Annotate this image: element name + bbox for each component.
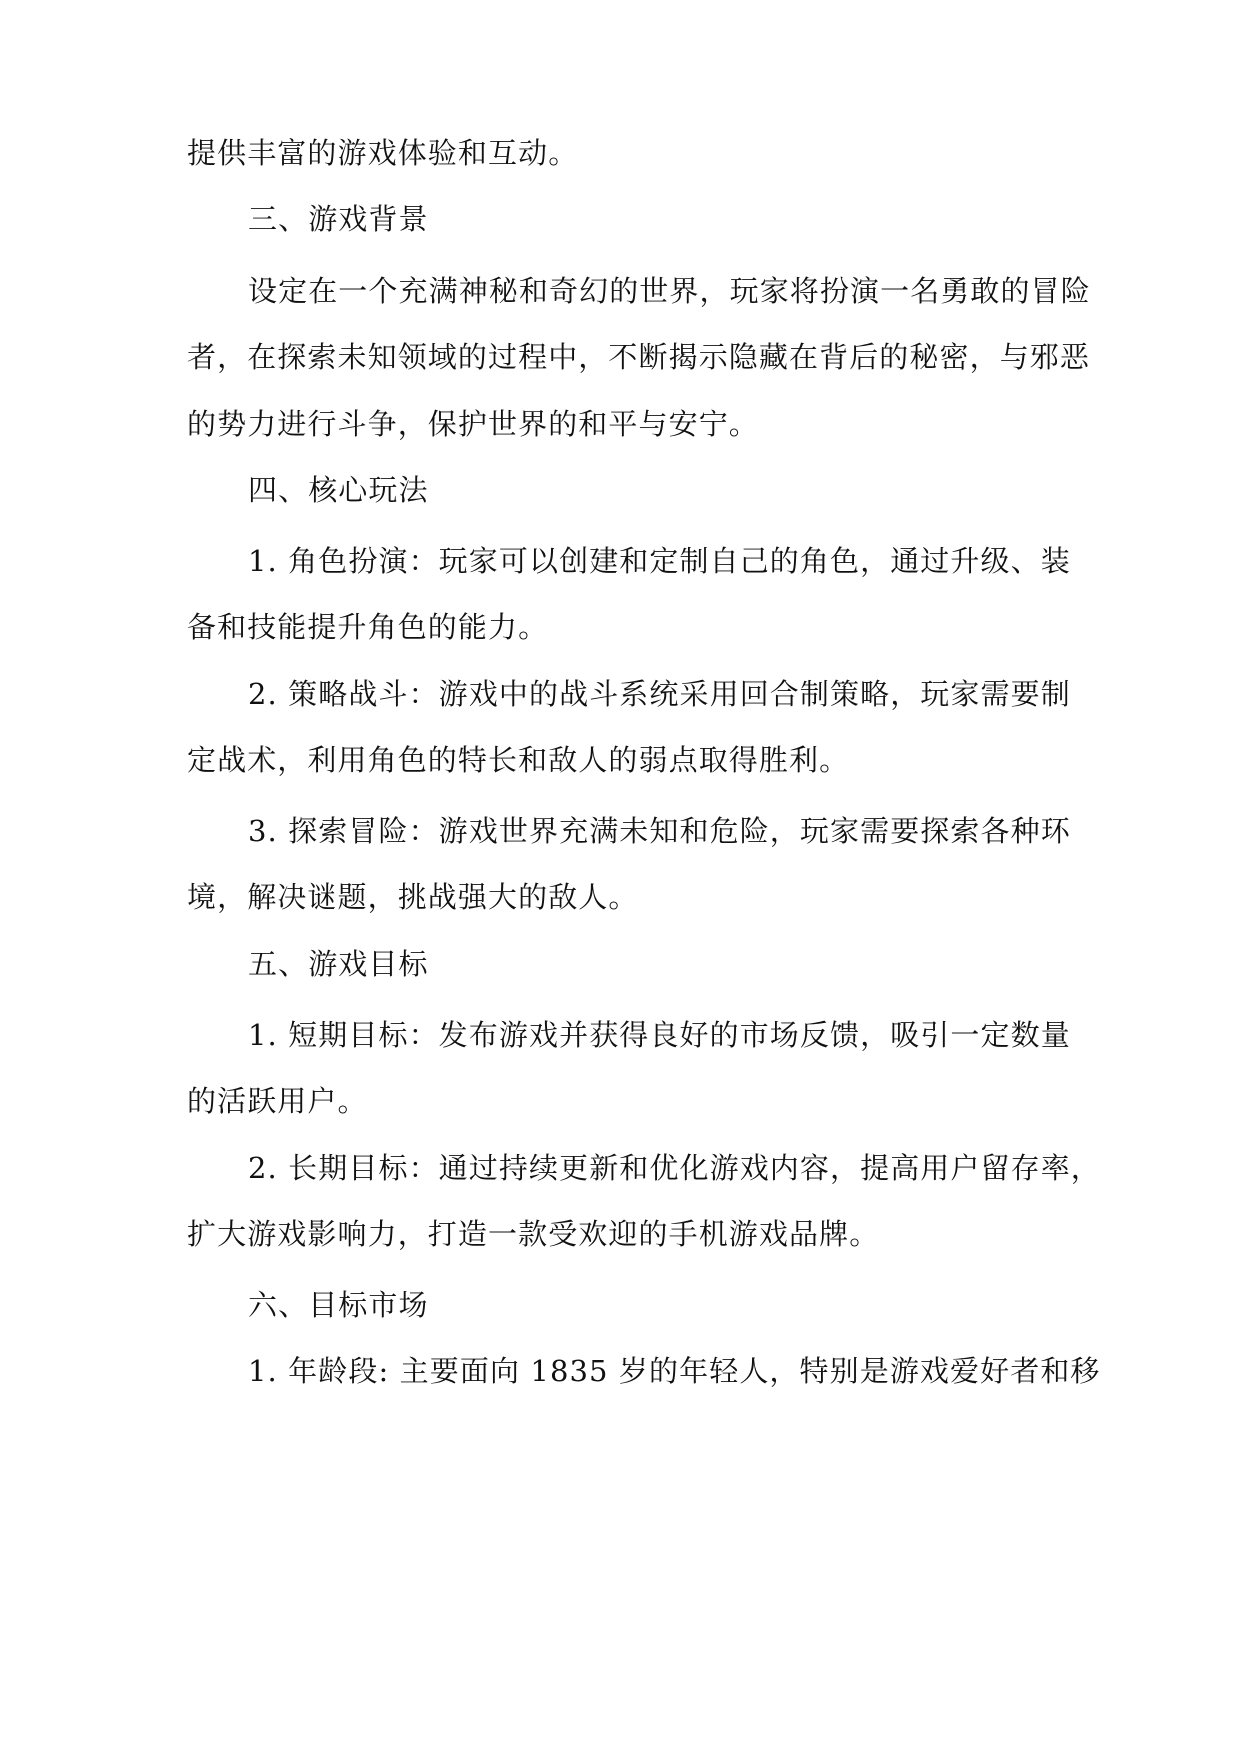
list-item-line: 境，解决谜题，挑战强大的敌人。 [187, 880, 639, 914]
list-item-line: 1. 角色扮演：玩家可以创建和定制自己的角色，通过升级、装 [248, 544, 1071, 578]
list-item-line: 2. 长期目标：通过持续更新和优化游戏内容，提高用户留存率， [248, 1151, 1101, 1185]
list-item-line: 2. 策略战斗：游戏中的战斗系统采用回合制策略，玩家需要制 [248, 677, 1071, 711]
list-item-line: 定战术，利用角色的特长和敌人的弱点取得胜利。 [187, 743, 850, 777]
list-item-line: 1. 年龄段: 主要面向 1835 岁的年轻人，特别是游戏爱好者和移 [248, 1354, 1101, 1388]
section-heading: 三、游戏背景 [248, 202, 429, 236]
list-item-line: 扩大游戏影响力，打造一款受欢迎的手机游戏品牌。 [187, 1217, 880, 1251]
section-heading: 四、核心玩法 [248, 473, 429, 507]
paragraph-line: 提供丰富的游戏体验和互动。 [187, 136, 579, 170]
list-item-line: 的活跃用户。 [187, 1084, 368, 1118]
section-heading: 五、游戏目标 [248, 947, 429, 981]
list-item-line: 3. 探索冒险：游戏世界充满未知和危险，玩家需要探索各种环 [248, 814, 1071, 848]
list-item-line: 备和技能提升角色的能力。 [187, 610, 549, 644]
section-heading: 六、目标市场 [248, 1288, 429, 1322]
list-item-line: 1. 短期目标：发布游戏并获得良好的市场反馈，吸引一定数量 [248, 1018, 1071, 1052]
paragraph-line: 者，在探索未知领域的过程中，不断揭示隐藏在背后的秘密，与邪恶 [187, 340, 1091, 374]
paragraph-line: 设定在一个充满神秘和奇幻的世界，玩家将扮演一名勇敢的冒险 [248, 274, 1091, 308]
paragraph-line: 的势力进行斗争，保护世界的和平与安宁。 [187, 407, 759, 441]
